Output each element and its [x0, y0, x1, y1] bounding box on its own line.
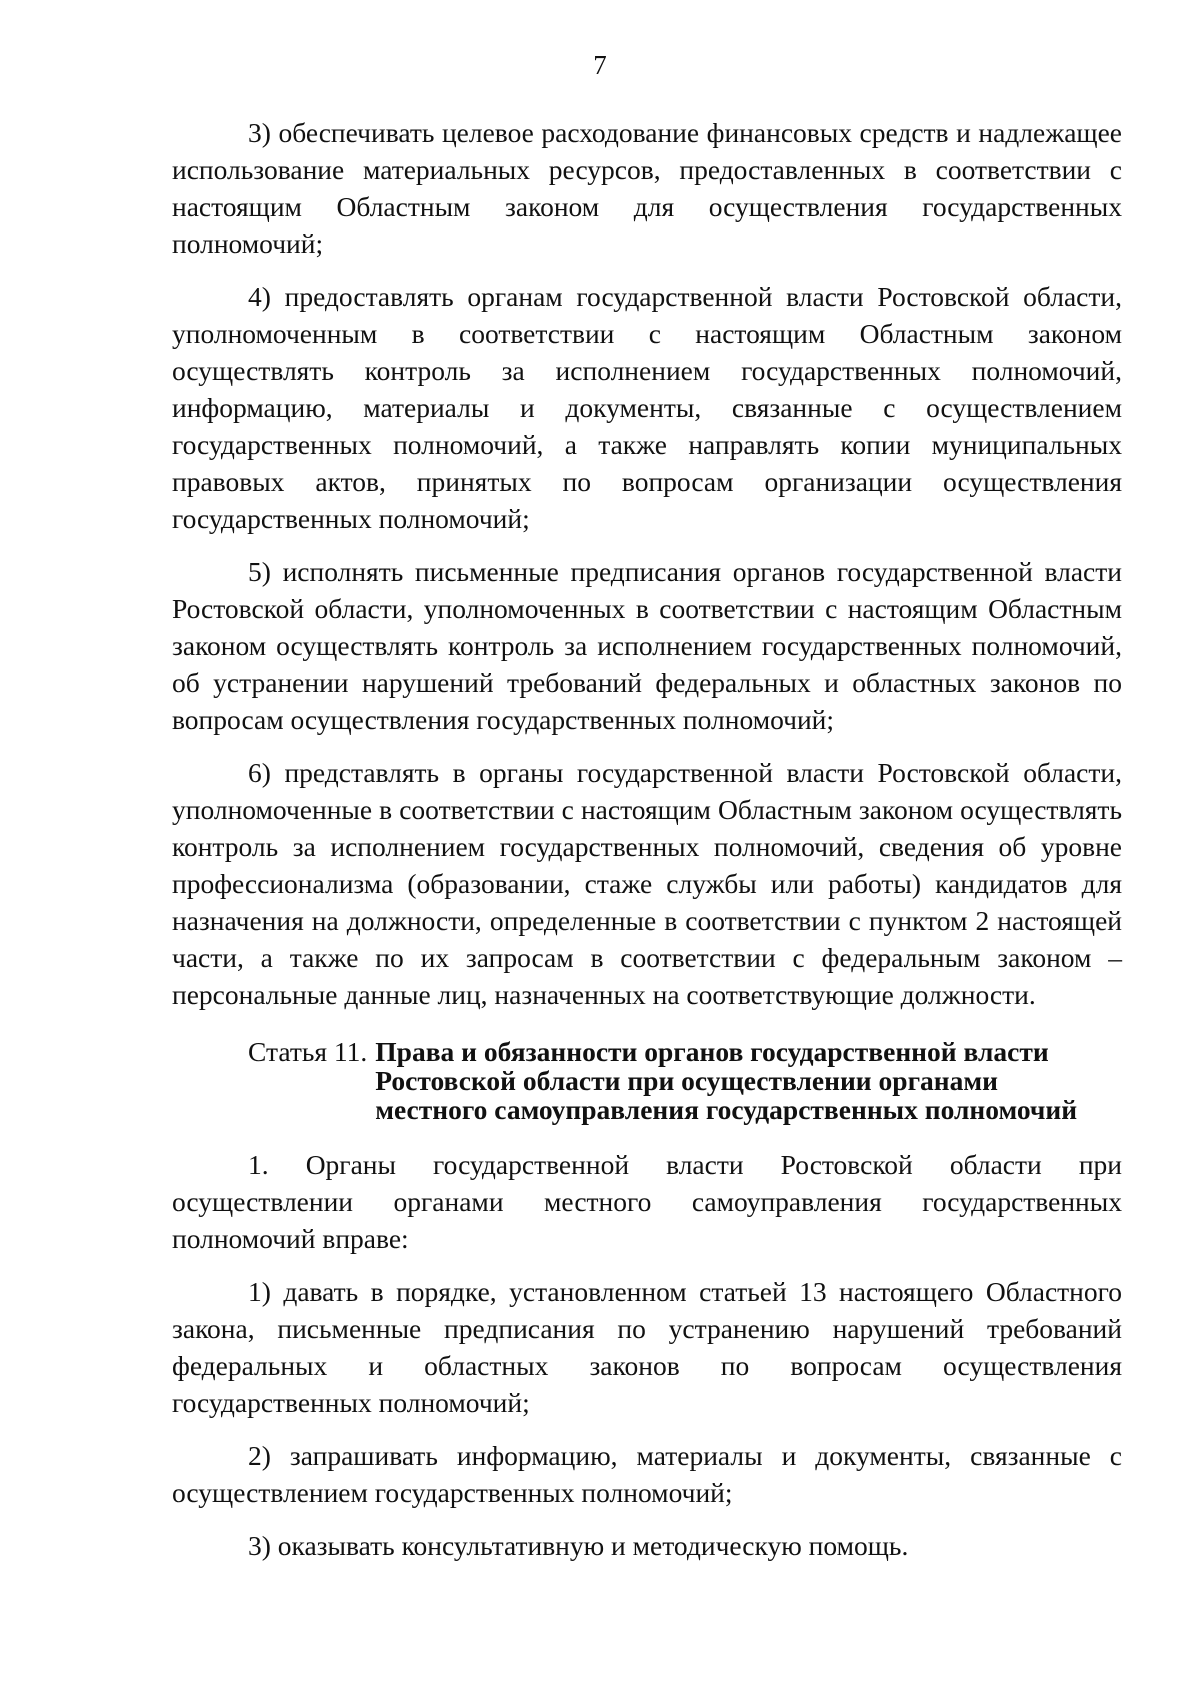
article-title-line-2: Ростовской области при осуществлении органами [375, 1065, 998, 1096]
article-heading [248, 1037, 1122, 1124]
page-number: 7 [593, 50, 607, 80]
paragraph-subitem-3: 3) оказывать консультативную и методическую помощь. [248, 1530, 909, 1561]
document-body [172, 114, 1122, 1580]
paragraph-subitem-1: 1) давать в порядке, установленном статьей 13 настоящего Областного закона, письменные предписания по устранению нарушений требований федеральных и областных законов по вопросам осуществления государственных полномочий; [172, 1276, 1122, 1418]
article-title-line-1: Права и обязанности органов государственной власти [375, 1036, 1049, 1067]
article-label: Статья 11. [248, 1036, 368, 1067]
paragraph-item-5: 5) исполнять письменные предписания органов государственной власти Ростовской области, уполномоченных в соответствии с настоящим Областным законом осуществлять контроль за исполнением государственных полномочий, об устранении нарушений требований федеральных и областных законов по вопросам осуществления государственных полномочий; [172, 556, 1122, 735]
paragraph-item-4: 4) предоставлять органам государственной власти Ростовской области, уполномоченным в соответствии с настоящим Областным законом осуществлять контроль за исполнением государственных полномочий, информацию, материалы и документы, связанные с осуществлением государственных полномочий, а также направлять копии муниципальных правовых актов, принятых по вопросам организации осуществления государственных полномочий; [172, 281, 1122, 534]
paragraph-part-1: 1. Органы государственной власти Ростовской области при осуществлении органами местного самоуправления государственных полномочий вправе: [172, 1149, 1122, 1254]
article-title-line-3: местного самоуправления государственных полномочий [375, 1094, 1078, 1125]
paragraph-item-3: 3) обеспечивать целевое расходование финансовых средств и надлежащее использование материальных ресурсов, предоставленных в соответствии с настоящим Областным законом для осуществления государственных полномочий; [172, 117, 1122, 259]
paragraph-subitem-2: 2) запрашивать информацию, материалы и документы, связанные с осуществлением государственных полномочий; [172, 1440, 1122, 1508]
article-title [375, 1037, 1115, 1124]
paragraph-item-6: 6) представлять в органы государственной власти Ростовской области, уполномоченные в соответствии с настоящим Областным законом осуществлять контроль за исполнением государственных полномочий, сведения об уровне профессионализма (образовании, стаже службы или работы) кандидатов для назначения на должности, определенные в соответствии с пунктом 2 настоящей части, а также по их запросам в соответствии с федеральным законом – персональные данные лиц, назначенных на соответствующие должности. [172, 757, 1122, 1010]
